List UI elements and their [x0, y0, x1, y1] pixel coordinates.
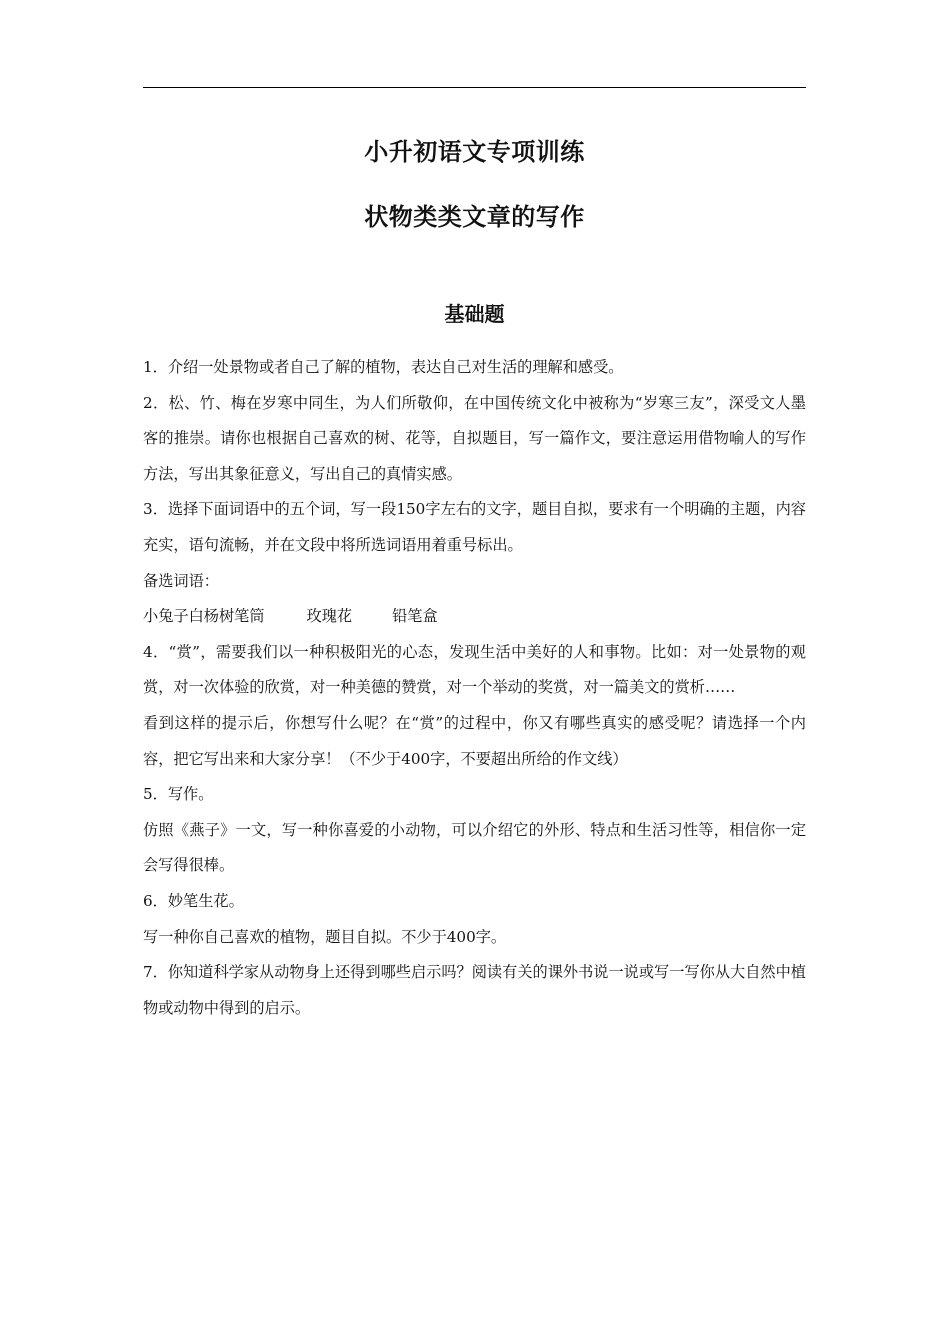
question-4-prompt: 看到这样的提示后，你想写什么呢？在“赏”的过程中，你又有哪些真实的感受呢？请选择一个内容，把它写出来和大家分享！（不少于400字，不要超出所给的作文线） — [143, 713, 806, 768]
question-5: 5．写作。 — [143, 785, 214, 804]
header-divider — [143, 87, 806, 88]
question-3: 3．选择下面词语中的五个词，写一段150字左右的文字，题目自拟，要求有一个明确的主题，内容充实，语句流畅，并在文段中将所选词语用着重号标出。 — [143, 500, 806, 554]
word-option: 铅笔盒 — [392, 607, 438, 626]
question-5-prompt: 仿照《燕子》一文，写一种你喜爱的小动物，可以介绍它的外形、特点和生活习性等，相信你一定会写得很棒。 — [143, 820, 806, 875]
question-3-word-options — [143, 599, 806, 635]
section-heading: 基础题 — [444, 302, 505, 326]
question-2: 2．松、竹、梅在岁寒中同生，为人们所敬仰，在中国传统文化中被称为“岁寒三友”，深受文人墨客的推崇。请你也根据自己喜欢的树、花等，自拟题目，写一篇作文，要注意运用借物喻人的写作方法，写出其象征意义，写出自己的真情实感。 — [143, 393, 806, 483]
question-3-options-label: 备选词语： — [143, 571, 219, 590]
document-title: 小升初语文专项训练 — [364, 138, 585, 166]
word-option: 小兔子白杨树笔筒 — [143, 607, 265, 626]
question-list — [143, 350, 806, 1026]
question-6: 6．妙笔生花。 — [143, 891, 244, 910]
document-subtitle: 状物类类文章的写作 — [364, 203, 585, 231]
question-1: 1．介绍一处景物或者自己了解的植物，表达自己对生活的理解和感受。 — [143, 358, 624, 376]
question-4: 4．“赏”，需要我们以一种积极阳光的心态，发现生活中美好的人和事物。比如：对一处景物的观赏，对一次体验的欣赏，对一种美德的赞赏，对一个举动的奖赏，对一篇美文的赏析…… — [143, 642, 806, 697]
word-option: 玫瑰花 — [306, 607, 353, 626]
question-6-prompt: 写一种你自己喜欢的植物，题目自拟。不少于400字。 — [143, 927, 507, 946]
question-7: 7．你知道科学家从动物身上还得到哪些启示吗？阅读有关的课外书说一说或写一写你从大自然中植物或动物中得到的启示。 — [143, 963, 806, 1017]
